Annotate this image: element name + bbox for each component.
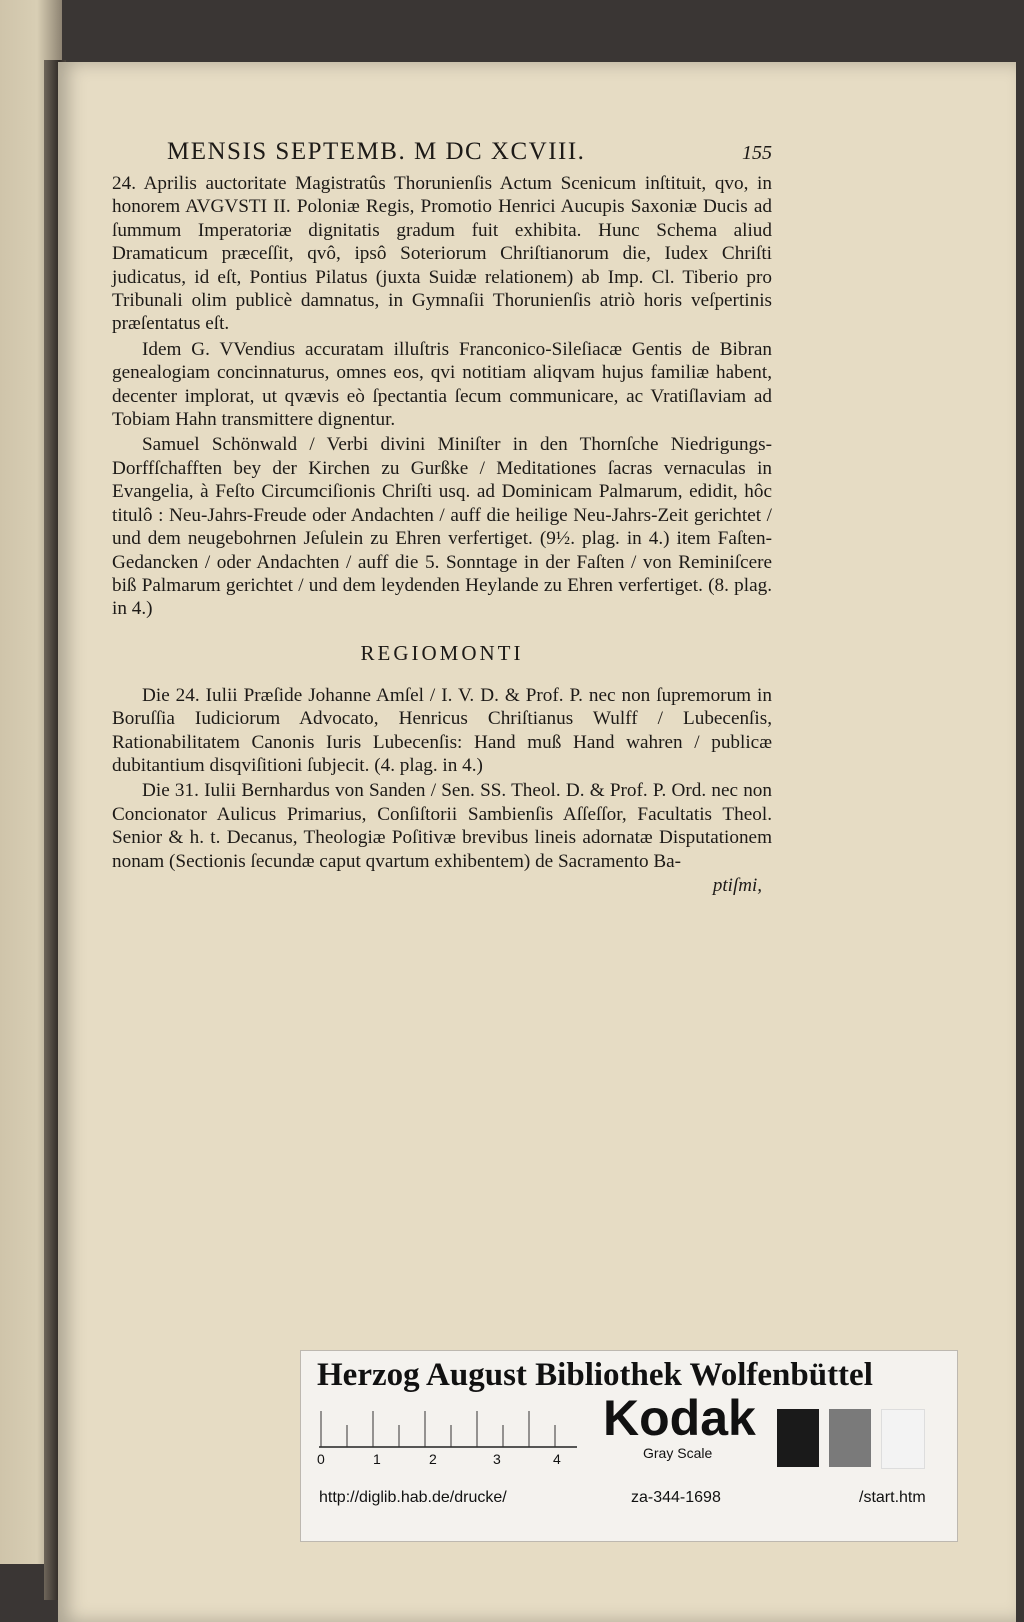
running-head-title: MENSIS SEPTEMB. M DC XCVIII. xyxy=(167,138,586,165)
ruler-scale xyxy=(317,1407,579,1451)
section-heading: REGIOMONTI xyxy=(360,640,524,665)
gray-swatch-mid xyxy=(829,1409,871,1467)
ruler-label: 2 xyxy=(429,1451,437,1467)
paragraph-wendius: Idem G. VVendius accuratam illuſtris Franconico-Sileſiacæ Gentis de Bibran genealogiam concinnaturus, omnes eos, qvi notitiam aliqvam hujus familiæ habent, decenter implorat, ut qvævis eò ſpectantia ſecum communicare, ac Vratiſlaviam ad Tobiam Hahn transmittere dignentur. xyxy=(112,338,772,431)
paragraph-actum-scenicum: 24. Aprilis auctoritate Magistratûs Thorunienſis Actum Scenicum inſtituit, qvo, in honorem AVGVSTI II. Poloniæ Regis, Promotio Henrici Aucupis Saxoniæ Ducis ad ſummum Imperatoriæ dignitatis gradum fuit exhibita. Hunc Schema aliud Dramaticum præceſſit, qvô, ipsô Soteriorum Chriſtianorum die, Iudex Chriſti judicatus, id eſt, Pontius Pilatus (juxta Suidæ relationem) ab Imp. Cl. Tiberio pro Tribunali olim publicè damnatus, in Gymnaſii Thorunienſis atriò horis veſpertinis præſentatus eſt. xyxy=(112,173,772,335)
paragraph-von-sanden: Die 31. Iulii Bernhardus von Sanden / Sen. SS. Theol. D. & Prof. P. Ord. nec non Concionator Aulicus Primarius, Conſiſtorii Sambienſis Aſſeſſor, Facultatis Theol. Senior & h. t. Decanus, Theologiæ Poſitivæ brevibus lineis adornatæ Disputationem nonam (Sectionis ſecundæ caput qvartum exhibentem) de Sacramento Ba- xyxy=(112,780,772,872)
gray-scale-label: Gray Scale xyxy=(643,1445,713,1461)
gray-swatch-black xyxy=(777,1409,819,1467)
catchword: ptiſmi, xyxy=(712,874,762,896)
card-url: http://diglib.hab.de/drucke/ xyxy=(319,1489,507,1506)
gray-swatch-white xyxy=(881,1409,925,1469)
ruler-label: 3 xyxy=(493,1451,501,1467)
ruler-label: 0 xyxy=(317,1451,325,1467)
ruler-labels xyxy=(313,1451,573,1473)
card-title: Herzog August Bibliothek Wolfenbüttel xyxy=(317,1357,873,1393)
ruler-label: 1 xyxy=(373,1451,381,1467)
kodak-logo: Kodak xyxy=(603,1390,756,1446)
card-shelfmark: za-344-1698 xyxy=(631,1489,721,1506)
page-number: 155 xyxy=(742,142,772,164)
page-text xyxy=(112,138,772,897)
library-target-card xyxy=(300,1350,958,1542)
card-footer xyxy=(301,1483,957,1513)
card-start-file: /start.htm xyxy=(859,1489,926,1506)
running-head xyxy=(167,138,772,166)
ruler-label: 4 xyxy=(553,1451,561,1467)
paragraph-amsel: Die 24. Iulii Præſide Johanne Amſel / I. V. D. & Prof. P. nec non ſupremorum in Boruſſia Iudiciorum Advocato, Henricus Chriſtianus Wulff / Lubecenſis, Rationabilitatem Canonis Iuris Lubecenſis: Hand muß Hand wahren / publicæ dubitantium disqviſitioni ſubjecit. (4. plag. in 4.) xyxy=(112,684,772,776)
paragraph-schoenwald: Samuel Schönwald / Verbi divini Miniſter in den Thornſche Niedrigungs-Dorffſchafften bey der Kirchen zu Gurßke / Meditationes ſacras vernaculas in Evangelia, à Feſto Circumciſionis Chriſti usq. ad Dominicam Palmarum, edidit, hôc titulô : Neu-Jahrs-Freude oder Andachten / auff die heilige Neu-Jahrs-Zeit gerichtet / und dem neugebohrnen Jeſulein zu Ehren verfertiget. (9½. plag. in 4.) item Faſten-Gedancken / oder Andachten / auff die 5. Sonntage in der Faſten / von Reminiſcere biß Palmarum gerichtet / und dem leydenden Heylande zu Ehren verfertiget. (8. plag. in 4.) xyxy=(112,434,772,620)
